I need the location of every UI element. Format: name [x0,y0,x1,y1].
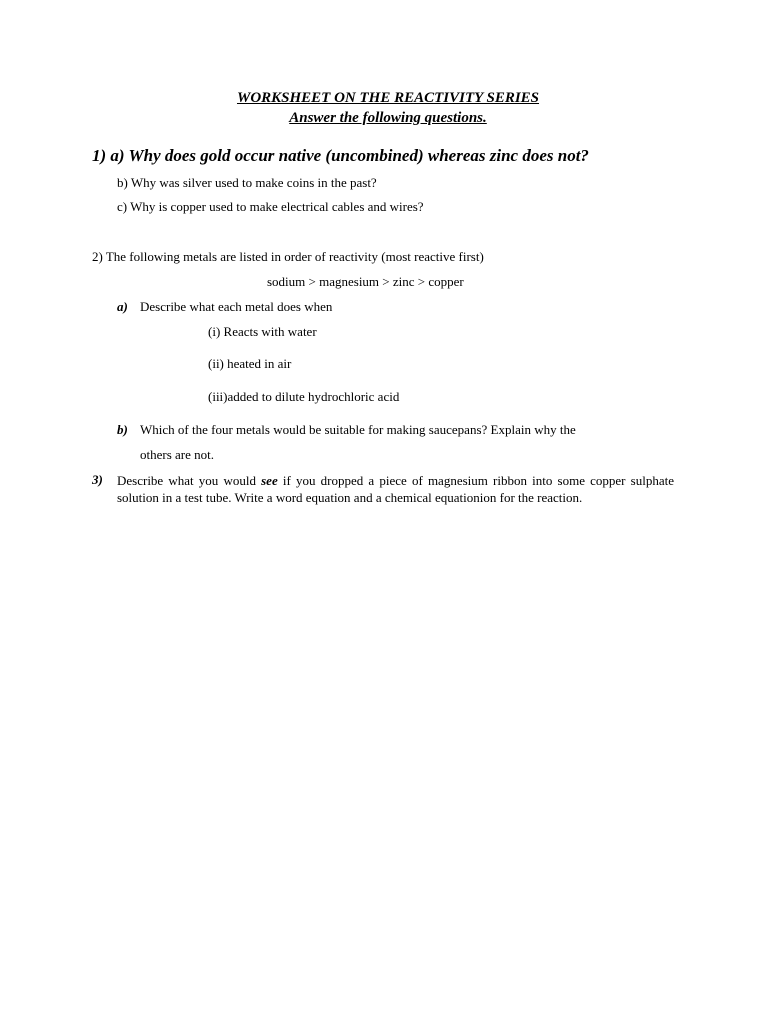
question-1c: c) Why is copper used to make electrical cables and wires? [117,199,424,214]
question-2a-text: Describe what each metal does when [140,299,333,314]
question-3-emphasis: see [261,473,278,488]
reactivity-order: sodium > magnesium > zinc > copper [267,274,464,289]
question-2b-text: Which of the four metals would be suitable for making saucepans? Explain why the [140,422,576,437]
question-2a-label: a) [117,299,128,314]
question-3-text: Describe what you would see if you dropped a piece of magnesium ribbon into some copper sulphate solution in a test tube. Write a word equation and a chemical equationion for the reaction. [117,473,674,505]
question-2a-iii: (iii)added to dilute hydrochloric acid [208,389,400,404]
question-2-intro: 2) The following metals are listed in order of reactivity (most reactive first) [92,249,484,264]
question-1a: 1) a) Why does gold occur native (uncombined) whereas zinc does not? [92,146,589,165]
question-2a-i: (i) Reacts with water [208,324,317,339]
question-2b-text-continued: others are not. [140,447,215,462]
worksheet-subtitle: Answer the following questions. [289,110,487,126]
question-2a-ii: (ii) heated in air [208,356,292,371]
worksheet-title: WORKSHEET ON THE REACTIVITY SERIES [236,90,540,106]
question-1b: b) Why was silver used to make coins in the past? [117,175,377,190]
question-2b-label: b) [117,422,128,437]
question-3-label: 3) [92,472,103,487]
